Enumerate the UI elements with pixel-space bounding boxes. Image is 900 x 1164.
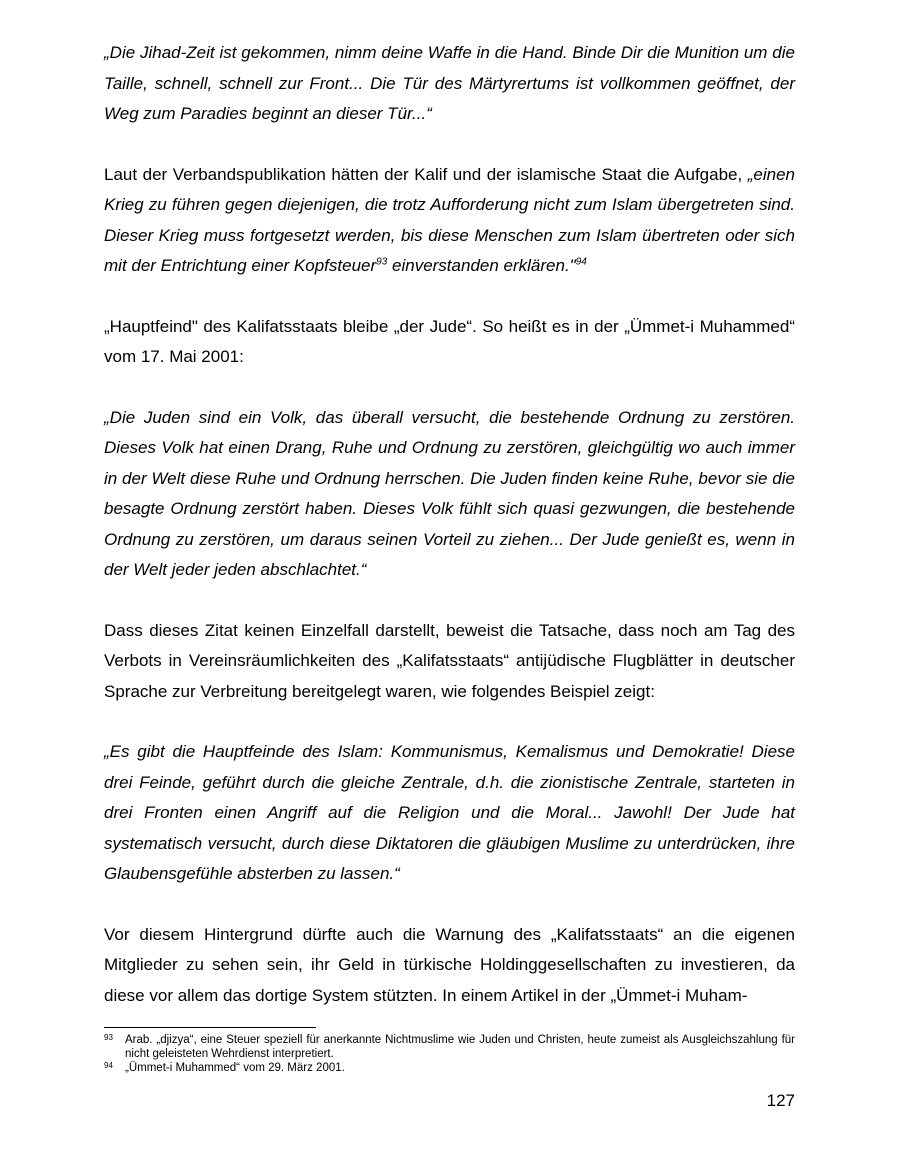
footnote-number: 94 (104, 1061, 113, 1070)
page-body (104, 38, 795, 1011)
quote-juden: „Die Juden sind ein Volk, das überall versucht, die bestehende Ordnung zu zerstören. Dieses Volk hat einen Drang, Ruhe und Ordnung zu zerstören, gleichgültig wo auch immer in der Welt diese Ruhe und Ordnung herrschen. Die Juden finden keine Ruhe, bevor sie die besagte Ordnung zerstört haben. Dieses Volk fühlt sich quasi gezwungen, die bestehende Ordnung zu zerstören, um daraus seinen Vorteil zu ziehen... Der Jude genießt es, wenn in der Welt jeder jeden abschlachtet.“ (104, 407, 795, 579)
footnote-93 (104, 1033, 795, 1061)
paragraph-text: Laut der Verbandspublikation hätten der Kalif und der islamische Staat die Aufgabe, (104, 164, 748, 184)
footnote-number: 93 (104, 1033, 113, 1042)
paragraph-einzelfall: Dass dieses Zitat keinen Einzelfall darstellt, beweist die Tatsache, dass noch am Tag des Verbots in Vereinsräumlichkeiten des „Kalifatsstaats“ antijüdische Flugblätter in deutscher Sprache zur Verbreitung bereitgelegt waren, wie folgendes Beispiel zeigt: (104, 620, 795, 701)
quote-inline: „einen Krieg zu führen gegen diejenigen, die trotz Aufforderung nicht zum Islam übergetreten sind. Dieser Krieg muss fortgesetzt werden, bis diese Menschen zum Islam übertreten oder sich mit der Entrichtung einer Kopfsteuer (104, 164, 795, 275)
footnote-divider (104, 1027, 316, 1028)
paragraph-warnung: Vor diesem Hintergrund dürfte auch die Warnung des „Kalifatsstaats“ an die eigenen Mitglieder zu sehen sein, ihr Geld in türkische Holdinggesellschaften zu investieren, da diese vor allem das dortige System stützten. In einem Artikel in der „Ümmet-i Muham- (104, 924, 795, 1005)
page-number: 127 (766, 1091, 795, 1110)
footnotes (104, 1033, 795, 1075)
footnote-text: Arab. „djizya“, eine Steuer speziell für anerkannte Nichtmuslime wie Juden und Christen, heute zumeist als Ausgleichszahlung für nicht geleisteten Wehrdienst interpretiert. (125, 1034, 795, 1060)
paragraph-hauptfeind: „Hauptfeind" des Kalifatsstaats bleibe „der Jude“. So heißt es in der „Ümmet-i Muhammed“ vom 17. Mai 2001: (104, 316, 795, 366)
quote-jihad: „Die Jihad-Zeit ist gekommen, nimm deine Waffe in die Hand. Binde Dir die Munition um die Taille, schnell, schnell zur Front... Die Tür des Märtyrertums ist vollkommen geöffnet, der Weg zum Paradies beginnt an dieser Tür...“ (104, 43, 795, 123)
footnote-ref-94[interactable]: 94 (575, 256, 587, 268)
paragraph-verbandspublikation (104, 160, 795, 282)
quote-hauptfeinde: „Es gibt die Hauptfeinde des Islam: Kommunismus, Kemalismus und Demokratie! Diese drei Feinde, geführt durch die gleiche Zentrale, d.h. die zionistische Zentrale, starteten in drei Fronten einen Angriff auf die Religion und die Moral... Jawohl! Der Jude hat systematisch versucht, durch diese Diktatoren die gläubigen Muslime zu unterdrücken, ihre Glaubensgefühle absterben zu lassen.“ (104, 742, 795, 883)
footnote-text: „Ümmet-i Muhammed“ vom 29. März 2001. (125, 1062, 345, 1074)
quote-inline-end: einverstanden erklären." (387, 256, 576, 275)
footnote-94 (104, 1061, 795, 1075)
footnote-ref-93[interactable]: 93 (376, 256, 388, 268)
